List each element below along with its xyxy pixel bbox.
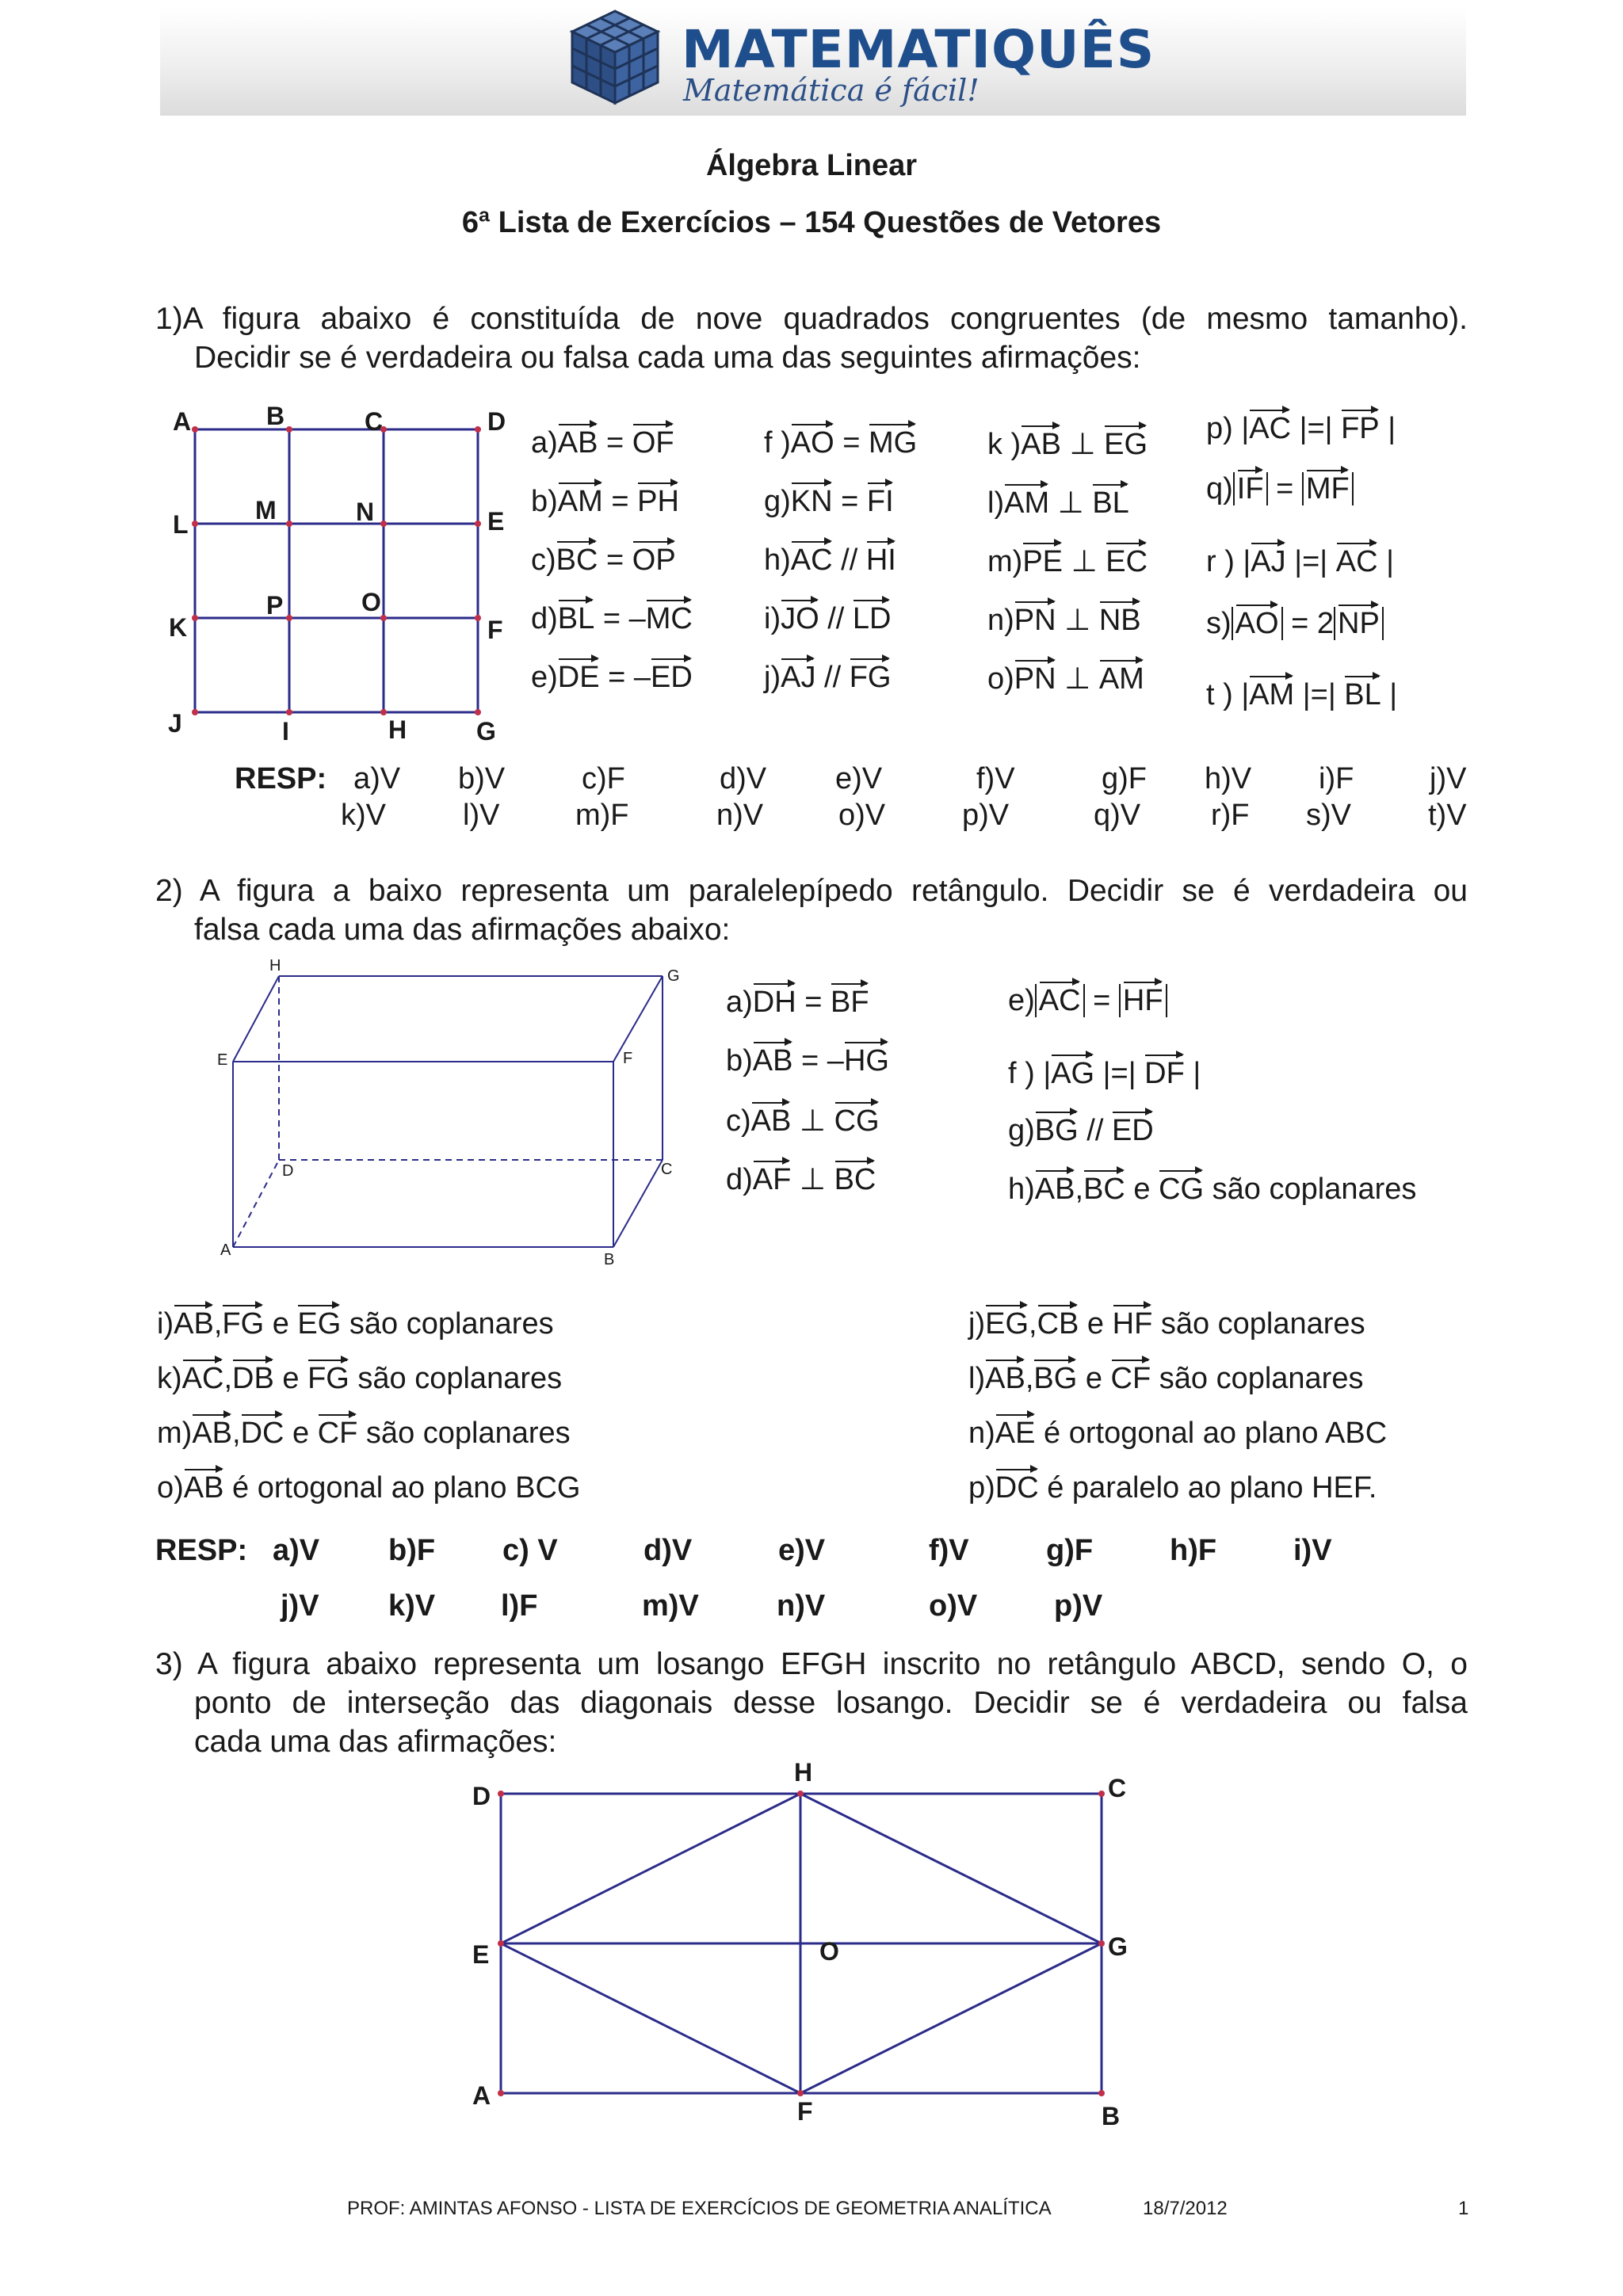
q1-resp-item: j)V xyxy=(1430,762,1467,795)
box-label-a: A xyxy=(220,1241,231,1259)
q2-item-m: m)AB,DC e CF são coplanares xyxy=(157,1417,571,1450)
q1-resp-item: q)V xyxy=(1094,799,1141,832)
q1-resp-item: n)V xyxy=(716,799,764,832)
rhombus-label-b: B xyxy=(1102,2102,1121,2130)
q2-resp-item: i)V xyxy=(1293,1534,1332,1567)
q2-resp-item: o)V xyxy=(929,1589,978,1623)
q1-resp-item: s)V xyxy=(1306,799,1351,832)
grid-label-i: I xyxy=(282,717,289,746)
q2-resp-item: h)F xyxy=(1170,1534,1217,1567)
box-label-f: F xyxy=(623,1050,633,1067)
q1-grid-figure xyxy=(158,396,507,753)
q2-item-j: j)EG,CB e HF são coplanares xyxy=(968,1307,1365,1341)
q1-resp-item: p)V xyxy=(962,799,1010,832)
rubiks-cube-logo-icon xyxy=(564,6,666,108)
q2-resp-item: a)V xyxy=(273,1534,320,1567)
grid-label-l: L xyxy=(173,510,189,539)
q2-item-g: g)BG // ED xyxy=(1008,1114,1154,1147)
q2-resp-item: g)F xyxy=(1046,1534,1094,1567)
grid-label-c: C xyxy=(365,407,384,436)
q1-item-q: q) IF = MF xyxy=(1206,472,1354,506)
brand-slogan: Matemática é fácil! xyxy=(683,73,980,108)
q2-item-c: c)AB ⊥ CG xyxy=(726,1104,880,1138)
q1-resp-item: a)V xyxy=(353,762,401,795)
q2-item-e: e) AC = HF xyxy=(1008,984,1167,1018)
grid-label-j: J xyxy=(168,709,182,738)
q2-item-o: o)AB é ortogonal ao plano BCG xyxy=(157,1471,581,1505)
q3-statement-line3: cada uma das afirmações: xyxy=(194,1725,557,1759)
q2-item-d: d)AF ⊥ BC xyxy=(726,1163,876,1196)
q2-statement-line2: falsa cada uma das afirmações abaixo: xyxy=(194,913,731,947)
q1-resp-item: r)F xyxy=(1211,799,1250,832)
q1-resp-item: l)V xyxy=(463,799,500,832)
q2-resp-item: k)V xyxy=(388,1589,436,1623)
q3-statement-line2: ponto de interseção das diagonais desse losango. Decidir se é verdadeira ou falsa xyxy=(194,1686,1468,1720)
rhombus-label-h: H xyxy=(794,1758,813,1787)
grid-label-f: F xyxy=(487,616,503,644)
rhombus-label-f: F xyxy=(797,2097,813,2126)
q2-resp-item: n)V xyxy=(777,1589,826,1623)
q1-resp-item: o)V xyxy=(838,799,886,832)
q2-item-p: p)DC é paralelo ao plano HEF. xyxy=(968,1471,1377,1505)
page-subtitle: 6ª Lista de Exercícios – 154 Questões de Vetores xyxy=(461,206,1162,239)
q2-item-b: b)AB = –HG xyxy=(726,1044,889,1077)
q2-resp-item: j)V xyxy=(281,1589,319,1623)
q1-item-j: j)AJ // FG xyxy=(764,661,892,694)
rhombus-label-d: D xyxy=(472,1782,491,1810)
q1-item-i: i)JO // LD xyxy=(764,602,892,635)
q1-item-n: n)PN ⊥ NB xyxy=(987,604,1141,637)
rhombus-label-e: E xyxy=(472,1940,490,1969)
footer-page-number: 1 xyxy=(1458,2198,1469,2219)
q1-item-a: a)AB = OF xyxy=(531,426,674,460)
grid-label-n: N xyxy=(356,498,375,526)
q1-item-d: d)BL = –MC xyxy=(531,602,693,635)
q2-item-i: i)AB,FG e EG são coplanares xyxy=(157,1307,554,1341)
q2-resp-label: RESP: xyxy=(155,1534,248,1567)
q2-item-n: n)AE é ortogonal ao plano ABC xyxy=(968,1417,1388,1450)
q2-resp-item: l)F xyxy=(501,1589,538,1623)
q1-item-r: r ) |AJ |=| AC | xyxy=(1206,545,1394,578)
q2-resp-item: m)V xyxy=(642,1589,699,1623)
q2-item-l: l)AB,BG e CF são coplanares xyxy=(968,1362,1364,1395)
q1-item-s: s) AO = 2 NP xyxy=(1206,607,1384,641)
q1-resp-item: g)F xyxy=(1102,762,1147,795)
q1-item-c: c)BC = OP xyxy=(531,543,676,577)
q2-resp-item: e)V xyxy=(778,1534,826,1567)
footer-text: PROF: AMINTAS AFONSO - LISTA DE EXERCÍCIOS DE GEOMETRIA ANALÍTICA xyxy=(347,2198,1052,2219)
q2-parallelepiped-figure xyxy=(206,951,697,1276)
grid-label-o: O xyxy=(361,588,381,616)
q3-statement-line1: 3) A figura abaixo representa um losango EFGH inscrito no retângulo ABCD, sendo O, o xyxy=(155,1647,1468,1681)
q2-resp-item: c) V xyxy=(502,1534,558,1567)
q2-resp-item: f)V xyxy=(929,1534,969,1567)
box-label-d: D xyxy=(282,1162,294,1180)
box-label-b: B xyxy=(604,1251,615,1268)
q1-item-e: e)DE = –ED xyxy=(531,661,693,694)
q2-item-h: h)AB,BC e CG são coplanares xyxy=(1008,1173,1417,1206)
box-label-h: H xyxy=(269,957,281,974)
q2-item-a: a)DH = BF xyxy=(726,986,869,1019)
q2-item-f: f ) |AG |=| DF | xyxy=(1008,1057,1201,1090)
q1-item-f: f )AO = MG xyxy=(764,426,918,460)
q3-rhombus-figure xyxy=(460,1751,1141,2131)
q1-item-l: l)AM ⊥ BL xyxy=(987,486,1129,520)
q1-resp-item: e)V xyxy=(835,762,883,795)
q1-item-m: m)PE ⊥ EC xyxy=(987,545,1148,578)
box-label-g: G xyxy=(667,967,680,985)
q1-item-h: h)AC // HI xyxy=(764,543,896,577)
q1-resp-item: t)V xyxy=(1428,799,1467,832)
q1-resp-item: h)V xyxy=(1205,762,1252,795)
q1-resp-label: RESP: xyxy=(235,762,327,795)
q1-resp-item: c)F xyxy=(582,762,625,795)
q1-item-p: p) |AC |=| FP | xyxy=(1206,412,1396,445)
box-label-e: E xyxy=(217,1051,228,1069)
grid-label-g: G xyxy=(476,717,496,746)
rhombus-label-c: C xyxy=(1108,1774,1127,1802)
q1-item-b: b)AM = PH xyxy=(531,485,679,518)
grid-label-d: D xyxy=(487,407,506,436)
q1-resp-item: f)V xyxy=(976,762,1015,795)
box-label-c: C xyxy=(661,1161,673,1178)
q2-resp-item: b)F xyxy=(388,1534,436,1567)
q1-item-k: k )AB ⊥ EG xyxy=(987,428,1148,461)
grid-label-h: H xyxy=(388,715,407,744)
page-title: Álgebra Linear xyxy=(705,149,918,182)
q2-statement-line1: 2) A figura a baixo representa um paralelepípedo retângulo. Decidir se é verdadeira ou xyxy=(155,874,1468,908)
grid-label-a: A xyxy=(173,407,192,436)
q1-item-g: g)KN = FI xyxy=(764,485,894,518)
q1-item-o: o)PN ⊥ AM xyxy=(987,662,1144,696)
rhombus-label-o: O xyxy=(819,1937,839,1966)
grid-label-p: P xyxy=(266,591,284,620)
grid-label-b: B xyxy=(266,402,285,430)
grid-label-k: K xyxy=(169,613,188,642)
q2-item-k: k)AC,DB e FG são coplanares xyxy=(157,1362,563,1395)
q1-resp-item: m)F xyxy=(575,799,629,832)
brand-name: MATEMATIQUÊS xyxy=(682,19,1155,80)
q1-resp-item: k)V xyxy=(341,799,386,832)
q1-item-t: t ) |AM |=| BL | xyxy=(1206,678,1398,711)
grid-label-e: E xyxy=(487,507,505,536)
q2-resp-item: p)V xyxy=(1054,1589,1103,1623)
grid-label-m: M xyxy=(255,496,277,524)
rhombus-label-g: G xyxy=(1108,1932,1128,1961)
q1-resp-item: b)V xyxy=(458,762,506,795)
q1-statement-line1: 1)A figura abaixo é constituída de nove quadrados congruentes (de mesmo tamanho). xyxy=(155,302,1468,336)
q2-resp-item: d)V xyxy=(643,1534,693,1567)
footer-date: 18/7/2012 xyxy=(1143,2198,1228,2219)
q1-resp-item: i)F xyxy=(1319,762,1354,795)
q1-statement-line2: Decidir se é verdadeira ou falsa cada uma das seguintes afirmações: xyxy=(194,341,1141,375)
q1-resp-item: d)V xyxy=(720,762,767,795)
rhombus-label-a: A xyxy=(472,2081,491,2110)
